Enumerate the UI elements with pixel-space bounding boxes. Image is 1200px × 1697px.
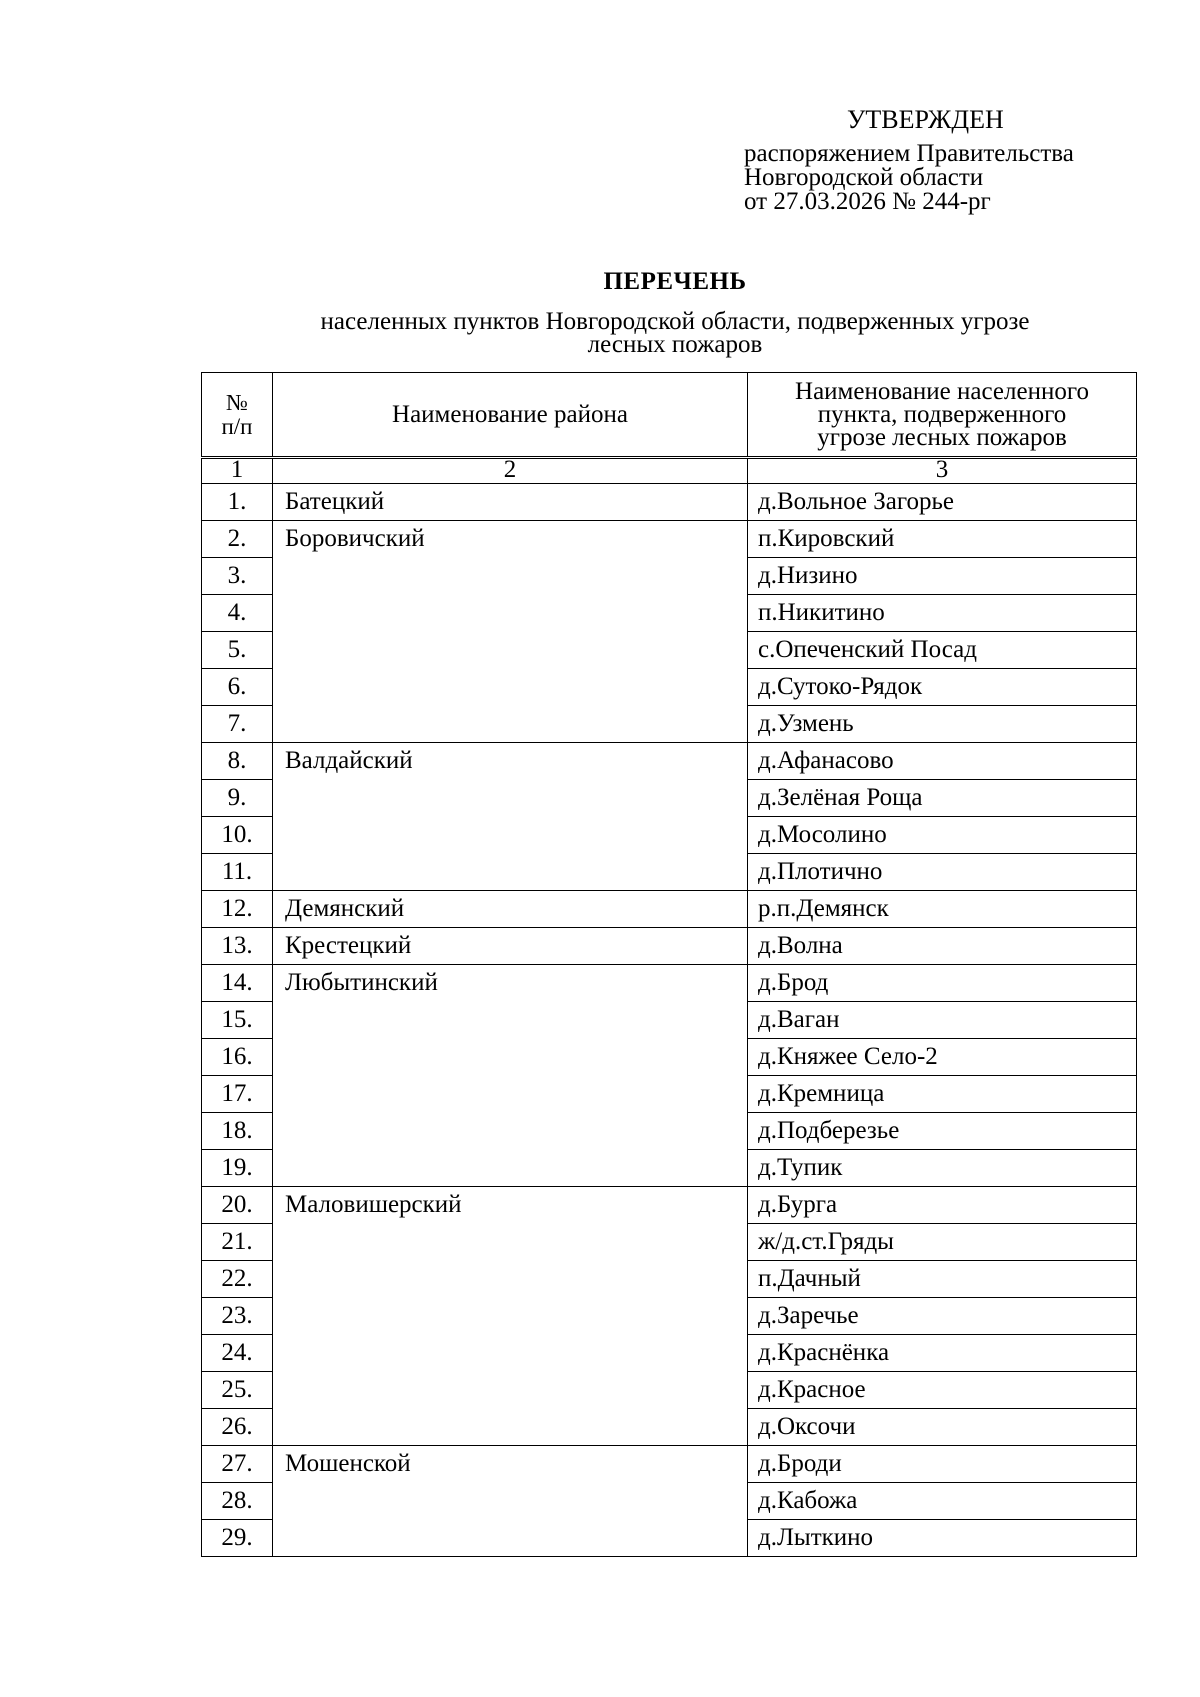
row-number: 1.: [202, 484, 273, 521]
settlement-name: д.Броди: [748, 1446, 1137, 1483]
row-number: 7.: [202, 706, 273, 743]
settlement-name: д.Краснёнка: [748, 1335, 1137, 1372]
row-number: 9.: [202, 780, 273, 817]
settlement-name: д.Волна: [748, 928, 1137, 965]
subtitle-line: населенных пунктов Новгородской области, подверженных угрозе: [320, 308, 1030, 335]
row-number: 25.: [202, 1372, 273, 1409]
header-place-line: угрозе лесных пожаров: [817, 424, 1067, 451]
table-row: [202, 743, 1137, 780]
settlement-name: д.Мосолино: [748, 817, 1137, 854]
table-row: [202, 521, 1137, 558]
settlement-name: д.Плотично: [748, 854, 1137, 891]
settlement-name: д.Узмень: [748, 706, 1137, 743]
row-number: 5.: [202, 632, 273, 669]
row-number: 17.: [202, 1076, 273, 1113]
settlement-name: д.Бурга: [748, 1187, 1137, 1224]
row-number: 11.: [202, 854, 273, 891]
settlement-name: д.Тупик: [748, 1150, 1137, 1187]
district-name: Любытинский: [273, 965, 748, 1187]
settlement-name: п.Дачный: [748, 1261, 1137, 1298]
settlement-name: д.Зелёная Роща: [748, 780, 1137, 817]
row-number: 6.: [202, 669, 273, 706]
table-body: [202, 484, 1137, 1557]
column-number: 2: [273, 458, 748, 484]
district-name: Валдайский: [273, 743, 748, 891]
table-row: [202, 965, 1137, 1002]
settlement-name: д.Княжее Село-2: [748, 1039, 1137, 1076]
row-number: 29.: [202, 1520, 273, 1557]
approval-block: [744, 105, 1074, 215]
document-subtitle: [40, 310, 1200, 356]
row-number: 8.: [202, 743, 273, 780]
settlement-name: д.Вольное Загорье: [748, 484, 1137, 521]
column-number: 3: [748, 458, 1137, 484]
row-number: 24.: [202, 1335, 273, 1372]
settlement-name: д.Афанасово: [748, 743, 1137, 780]
table-row: [202, 1446, 1137, 1483]
settlement-name: д.Кремница: [748, 1076, 1137, 1113]
settlement-name: д.Заречье: [748, 1298, 1137, 1335]
settlement-name: д.Низино: [748, 558, 1137, 595]
column-number: 1: [202, 458, 273, 484]
settlement-name: д.Брод: [748, 965, 1137, 1002]
settlement-name: д.Ваган: [748, 1002, 1137, 1039]
settlement-name: д.Красное: [748, 1372, 1137, 1409]
table-row: [202, 928, 1137, 965]
row-number: 19.: [202, 1150, 273, 1187]
district-name: Демянский: [273, 891, 748, 928]
row-number: 12.: [202, 891, 273, 928]
column-number-row: [202, 458, 1137, 484]
header-place-line: Наименование населенного: [795, 378, 1089, 405]
header-place: [748, 373, 1137, 458]
row-number: 20.: [202, 1187, 273, 1224]
row-number: 4.: [202, 595, 273, 632]
district-name: Мошенской: [273, 1446, 748, 1557]
district-name: Крестецкий: [273, 928, 748, 965]
subtitle-line: лесных пожаров: [587, 331, 763, 358]
row-number: 21.: [202, 1224, 273, 1261]
settlement-name: с.Опеченский Посад: [748, 632, 1137, 669]
settlement-name: р.п.Демянск: [748, 891, 1137, 928]
settlement-name: д.Сутоко-Рядок: [748, 669, 1137, 706]
header-place-line: пункта, подверженного: [817, 401, 1067, 428]
approval-line: Новгородской области: [744, 164, 984, 191]
district-name: Боровичский: [273, 521, 748, 743]
row-number: 13.: [202, 928, 273, 965]
settlement-name: ж/д.ст.Гряды: [748, 1224, 1137, 1261]
row-number: 16.: [202, 1039, 273, 1076]
settlement-name: п.Кировский: [748, 521, 1137, 558]
settlement-name: д.Кабожа: [748, 1483, 1137, 1520]
document-title: ПЕРЕЧЕНЬ: [603, 268, 747, 295]
row-number: 28.: [202, 1483, 273, 1520]
row-number: 3.: [202, 558, 273, 595]
row-number: 2.: [202, 521, 273, 558]
header-num-line: п/п: [221, 413, 253, 439]
row-number: 27.: [202, 1446, 273, 1483]
header-num-line: №: [226, 389, 248, 415]
row-number: 14.: [202, 965, 273, 1002]
row-number: 18.: [202, 1113, 273, 1150]
row-number: 10.: [202, 817, 273, 854]
row-number: 22.: [202, 1261, 273, 1298]
approval-line: от 27.03.2026 № 244-рг: [744, 188, 991, 215]
row-number: 23.: [202, 1298, 273, 1335]
table-header-row: [202, 373, 1137, 458]
district-name: Батецкий: [273, 484, 748, 521]
row-number: 26.: [202, 1409, 273, 1446]
approval-line: распоряжением Правительства: [744, 140, 1074, 167]
table-row: [202, 484, 1137, 521]
settlement-name: д.Подберезье: [748, 1113, 1137, 1150]
settlement-name: д.Оксочи: [748, 1409, 1137, 1446]
settlement-name: д.Лыткино: [748, 1520, 1137, 1557]
table-row: [202, 891, 1137, 928]
table-row: [202, 1187, 1137, 1224]
approval-heading: УТВЕРЖДЕН: [847, 105, 1004, 134]
header-num: [202, 373, 273, 458]
settlement-name: п.Никитино: [748, 595, 1137, 632]
row-number: 15.: [202, 1002, 273, 1039]
district-name: Маловишерский: [273, 1187, 748, 1446]
settlements-table: [201, 372, 1137, 1557]
header-district: Наименование района: [273, 373, 748, 458]
